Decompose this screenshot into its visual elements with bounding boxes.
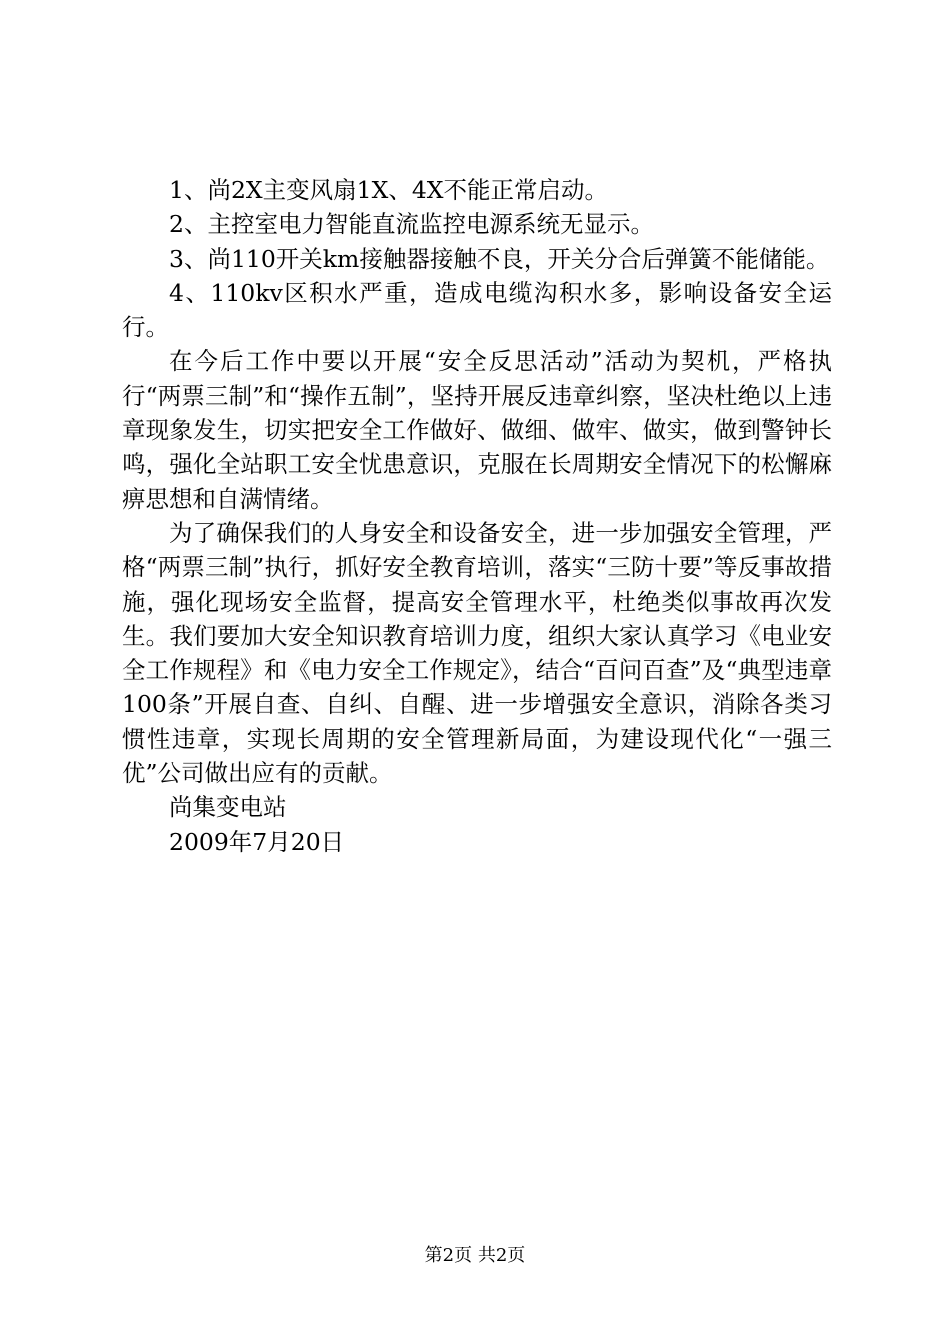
signature-date: 2009年7月20日 — [169, 827, 345, 856]
body-paragraph: 在今后工作中要以开展“安全反思活动”活动为契机，严格执行“两票三制”和“操作五制”，坚持开展反违章纠察，坚决杜绝以上违章现象发生，切实把安全工作做好、做细、做牢、做实，做到警钟长鸣，强化全站职工安全忧患意识，克服在长周期安全情况下的松懈麻痹思想和自满情绪。 — [122, 347, 832, 513]
signature-organization: 尚集变电站 — [169, 793, 287, 822]
body-paragraph: 为了确保我们的人身安全和设备安全，进一步加强安全管理，严格“两票三制”执行，抓好安全教育培训，落实“三防十要”等反事故措施，强化现场安全监督，提高安全管理水平，杜绝类似事故再次发生。我们要加大安全知识教育培训力度，组织大家认真学习《电业安全工作规程》和《电力安全工作规定》，结合“百问百查”及“典型违章100条”开展自查、自纠、自醒、进一步增强安全意识，消除各类习惯性违章，实现长周期的安全管理新局面，为建设现代化“一强三优”公司做出应有的贡献。 — [122, 518, 832, 788]
list-item: 4、110kv区积水严重，造成电缆沟积水多，影响设备安全运行。 — [122, 278, 832, 342]
list-item: 1、尚2X主变风扇1X、4X不能正常启动。 — [169, 176, 608, 204]
list-item: 3、尚110开关km接触器接触不良，开关分合后弹簧不能储能。 — [169, 244, 830, 273]
document-body — [122, 173, 832, 859]
page-footer: 第2页 共2页 — [424, 1245, 526, 1266]
list-item: 2、主控室电力智能直流监控电源系统无显示。 — [169, 210, 654, 239]
